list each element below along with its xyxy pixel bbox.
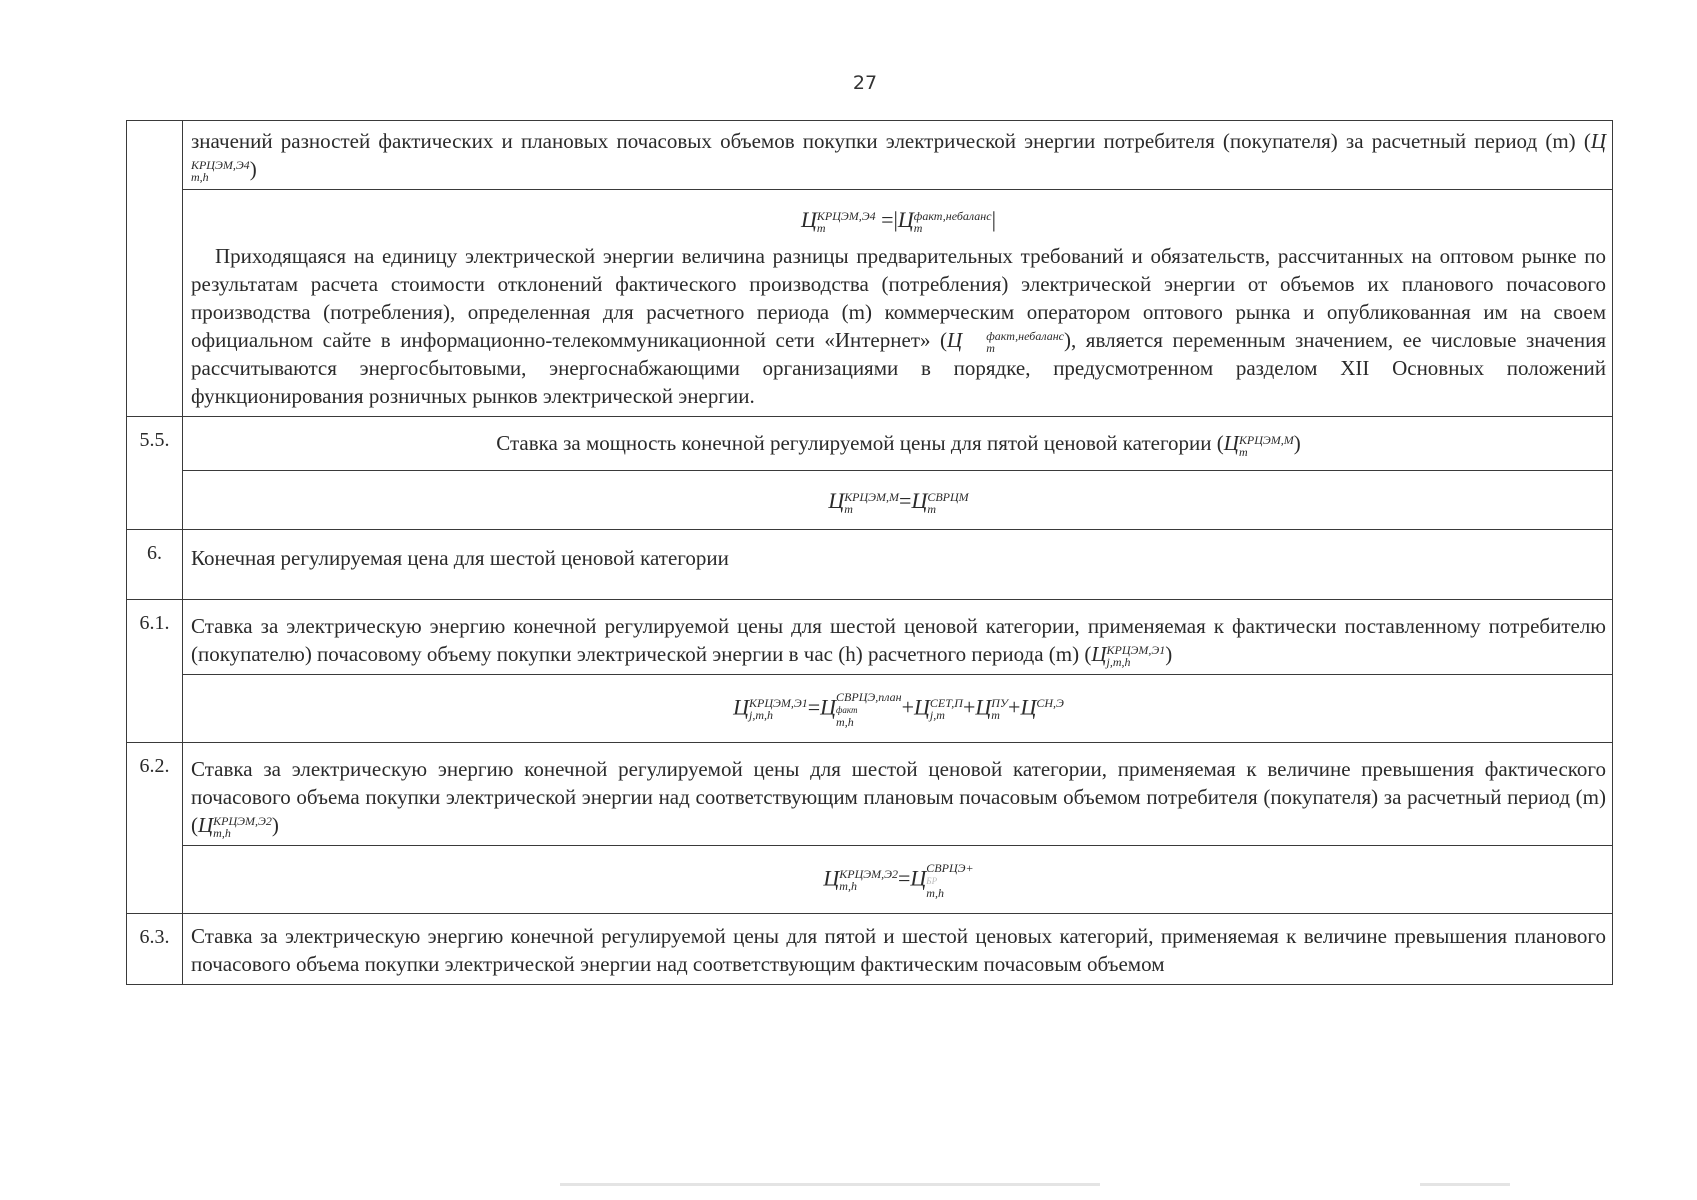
superscript: СВРЦЭ+ xyxy=(926,860,974,875)
superscript: ПУ xyxy=(991,696,1009,711)
formula-symbol: Ц xyxy=(801,207,817,233)
row-text: Ставка за электрическую энергию конечной регулируемой цены для пятой и шестой ценовых категорий, применяемая к величине превышения планового почасового объема покупки электрической энергии над соответствующим фактическим почасовым объемом xyxy=(183,913,1613,984)
subscript: m,h xyxy=(926,885,944,900)
formula-symbol: Ц xyxy=(1020,694,1037,720)
subscript: m,h xyxy=(839,879,857,894)
superscript: СЕТ,П xyxy=(929,696,963,711)
superscript: КРЦЭМ,Э1 xyxy=(1106,642,1166,657)
row-number: 6.2. xyxy=(127,742,183,913)
continuation-text: значений разностей фактических и плановых почасовых объемов покупки электрической энергии потребителя (покупателя) за расчетный период (m) ( xyxy=(191,129,1591,153)
tariff-table xyxy=(126,120,1613,985)
table-row xyxy=(127,913,1613,984)
superscript: КРЦЭМ,Э4 xyxy=(816,209,876,224)
subscript: m xyxy=(1238,444,1248,459)
row-number: 5.5. xyxy=(127,417,183,529)
superscript: КРЦЭМ,М xyxy=(1238,432,1294,447)
table-row xyxy=(127,674,1613,742)
row-number: 6. xyxy=(127,529,183,599)
subscript: m xyxy=(844,501,853,516)
table-row xyxy=(127,470,1613,529)
row-text-cell: Ставка за электрическую энергию конечной регулируемой цены для шестой ценовой категории, применяемая к фактически поставленному потребителю (покупателю) почасовому объему покупки электрической энергии в час (h) расчетного периода (m) (Ц КРЦЭМ,Э1 j,m,h ) xyxy=(183,599,1613,674)
row-text: Ставка за мощность конечной регулируемой цены для пятой ценовой категории ( xyxy=(496,431,1224,456)
formula-symbol: Ц xyxy=(733,694,750,720)
formula-symbol: Ц xyxy=(1091,641,1107,666)
formula-symbol: Ц xyxy=(823,865,840,891)
superscript: КРЦЭМ,Э2 xyxy=(213,813,272,828)
formula-description-cell xyxy=(183,190,1613,417)
row-number-empty xyxy=(127,121,183,417)
formula-e4: Ц КРЦЭМ,Э4 m =|Ц факт,небаланс m | xyxy=(801,207,996,236)
paragraph-text-b: ), является переменным значением, ее числовые значения рассчитываются энергосбытовыми, энергоснабжающими организациями в порядке, предусмотренном разделом XII Основных положений функционирования розничных рынков электрической энергии. xyxy=(191,328,1606,409)
row-text-cell: Ставка за электрическую энергию конечной регулируемой цены для шестой ценовой категории, применяемая к величине превышения фактического почасового объема покупки электрической энергии над соответствующим плановым почасовым объемом потребителя (покупателя) за расчетный период (m) (Ц КРЦЭМ,Э2 m,h ) xyxy=(183,742,1613,845)
formula-symbol: Ц xyxy=(947,328,963,353)
row-text: Ставка за электрическую энергию конечной регулируемой цены для шестой ценовой категории, применяемая к фактически поставленному потребителю (покупателю) почасовому объему покупки электрической энергии в час (h) расчетного периода (m) ( xyxy=(191,613,1606,666)
row-text: Конечная регулируемая цена для шестой ценовой категории xyxy=(183,529,1613,599)
formula-symbol: Ц xyxy=(198,812,214,837)
formula-symbol: Ц xyxy=(911,487,928,513)
paragraph-text-a: Приходящаяся на единицу электрической энергии величина разницы предварительных требований и обязательств, рассчитанных на оптовом рынке по результатам расчета стоимости отклонений фактического производства (потребления) электрической энергии от объемов их планового почасового производства (потребления), определенная для расчетного периода (m) коммерческим оператором оптового рынка и опубликованная им на своем официальном сайте в информационно-телекоммуникационной сети «Интернет» ( xyxy=(191,244,1606,353)
superscript: факт,небаланс xyxy=(986,329,1064,344)
superscript: КРЦЭМ,Э2 xyxy=(839,867,898,882)
superscript: СВРЦМ xyxy=(927,489,969,504)
row-number: 6.1. xyxy=(127,599,183,742)
subscript: m xyxy=(816,221,826,236)
table-row xyxy=(127,742,1613,845)
formula-symbol: Ц xyxy=(1223,431,1239,456)
formula-symbol: Ц xyxy=(975,694,992,720)
superscript-extra: факт xyxy=(836,704,858,715)
formula-cell xyxy=(183,674,1613,742)
subscript: m,h xyxy=(836,714,854,729)
formula-symbol: Ц xyxy=(1590,129,1606,153)
formula-symbol: Ц xyxy=(820,694,837,720)
subscript: m xyxy=(927,501,937,516)
formula-symbol: Ц xyxy=(913,694,930,720)
formula-symbol: Ц xyxy=(828,487,845,513)
subscript: j,m,h xyxy=(1106,654,1131,669)
formula-symbol: Ц xyxy=(910,865,927,891)
page-number: 27 xyxy=(852,72,878,94)
formula-m: Ц КРЦЭМ,М m =Ц СВРЦМ m xyxy=(828,487,969,516)
subscript: m,h xyxy=(213,825,231,840)
table-row xyxy=(127,529,1613,599)
formula-symbol: Ц xyxy=(897,207,914,233)
continuation-text-cell xyxy=(183,121,1613,190)
row-number: 6.3. xyxy=(127,913,183,984)
table-row xyxy=(127,599,1613,674)
subscript: j,m xyxy=(929,708,945,723)
table-row xyxy=(127,121,1613,190)
description-paragraph xyxy=(191,242,1606,410)
subscript: m xyxy=(913,221,923,236)
formula-e1: Ц КРЦЭМ,Э1 j,m,h =Ц СВРЦЭ,план факт m,h +Ц СЕТ,П j,m +Ц ПУ m +Ц СН,Э xyxy=(733,689,1064,729)
scan-artifact xyxy=(560,1183,1100,1186)
row-text: Ставка за электрическую энергию конечной регулируемой цены для шестой ценовой категории, применяемая к величине превышения фактического почасового объема покупки электрической энергии над соответствующим плановым почасовым объемом потребителя (покупателя) за расчетный период (m) ( xyxy=(191,756,1606,837)
subscript: m,h xyxy=(191,170,209,185)
superscript: СН,Э xyxy=(1036,696,1064,711)
subscript: j,m,h xyxy=(749,708,774,723)
superscript: факт,небаланс xyxy=(913,209,992,224)
formula-e2: Ц КРЦЭМ,Э2 m,h =Ц СВРЦЭ+ БР m,h xyxy=(823,860,974,900)
closing-paren: ) xyxy=(249,157,257,181)
formula-cell xyxy=(183,845,1613,913)
subscript: m xyxy=(986,341,995,356)
superscript-extra: БР xyxy=(926,875,938,886)
superscript: КРЦЭМ,Э4 xyxy=(191,158,250,173)
superscript: КРЦЭМ,Э1 xyxy=(749,696,808,711)
table-row xyxy=(127,417,1613,470)
table-row xyxy=(127,845,1613,913)
formula-cell xyxy=(183,470,1613,529)
row-text-cell: Ставка за мощность конечной регулируемой цены для пятой ценовой категории (Ц КРЦЭМ,М m ) xyxy=(183,417,1613,470)
table-row xyxy=(127,190,1613,417)
superscript: СВРЦЭ,план xyxy=(836,689,902,704)
scan-artifact xyxy=(1420,1183,1510,1186)
subscript: m xyxy=(991,708,1000,723)
superscript: КРЦЭМ,М xyxy=(844,489,900,504)
